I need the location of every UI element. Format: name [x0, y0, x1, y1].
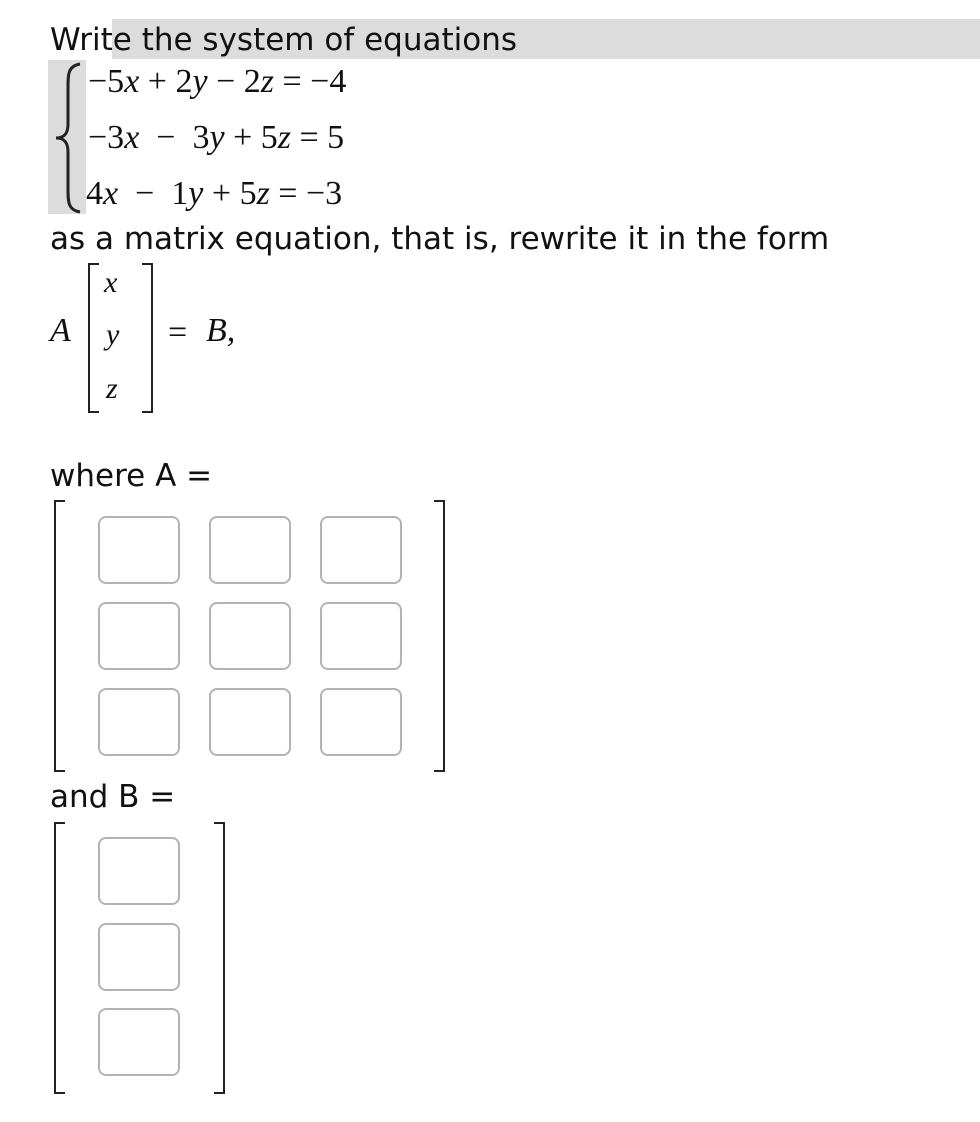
matrix-b-r1-input[interactable]: [98, 837, 180, 905]
matrix-a-r2c3-input[interactable]: [320, 602, 402, 670]
label-and-b: and B =: [50, 779, 176, 815]
equation-3: 4x − 1y + 5z = −3: [86, 175, 343, 212]
label-where-a: where A =: [50, 458, 213, 494]
matrix-b-bracket-left: [54, 822, 65, 1094]
matrix-b-bracket-right: [214, 822, 225, 1094]
matrix-a-bracket-left: [54, 500, 65, 772]
vector-bracket-left: [88, 263, 99, 413]
system-brace: [50, 62, 86, 214]
matrix-a-r3c3-input[interactable]: [320, 688, 402, 756]
matrix-a-r3c2-input[interactable]: [209, 688, 291, 756]
equation-1: −5x + 2y − 2z = −4: [88, 63, 347, 100]
prompt-middle: as a matrix equation, that is, rewrite it in the form: [50, 221, 830, 257]
equation-2: −3x − 3y + 5z = 5: [88, 119, 345, 156]
vector-z: z: [106, 372, 118, 405]
matrix-b-r3-input[interactable]: [98, 1008, 180, 1076]
matrix-a-bracket-right: [434, 500, 445, 772]
vector-bracket-right: [142, 263, 153, 413]
prompt-intro: Write the system of equations: [50, 22, 518, 58]
form-matrix-b-symbol: B,: [206, 312, 236, 349]
matrix-a-r2c2-input[interactable]: [209, 602, 291, 670]
vector-y: y: [106, 318, 120, 351]
form-matrix-a-symbol: A: [50, 312, 71, 349]
matrix-a-r3c1-input[interactable]: [98, 688, 180, 756]
matrix-a-r1c2-input[interactable]: [209, 516, 291, 584]
matrix-b-r2-input[interactable]: [98, 923, 180, 991]
matrix-a-r2c1-input[interactable]: [98, 602, 180, 670]
form-equals: =: [168, 314, 188, 351]
matrix-a-r1c3-input[interactable]: [320, 516, 402, 584]
matrix-a-r1c1-input[interactable]: [98, 516, 180, 584]
vector-x: x: [104, 266, 118, 299]
